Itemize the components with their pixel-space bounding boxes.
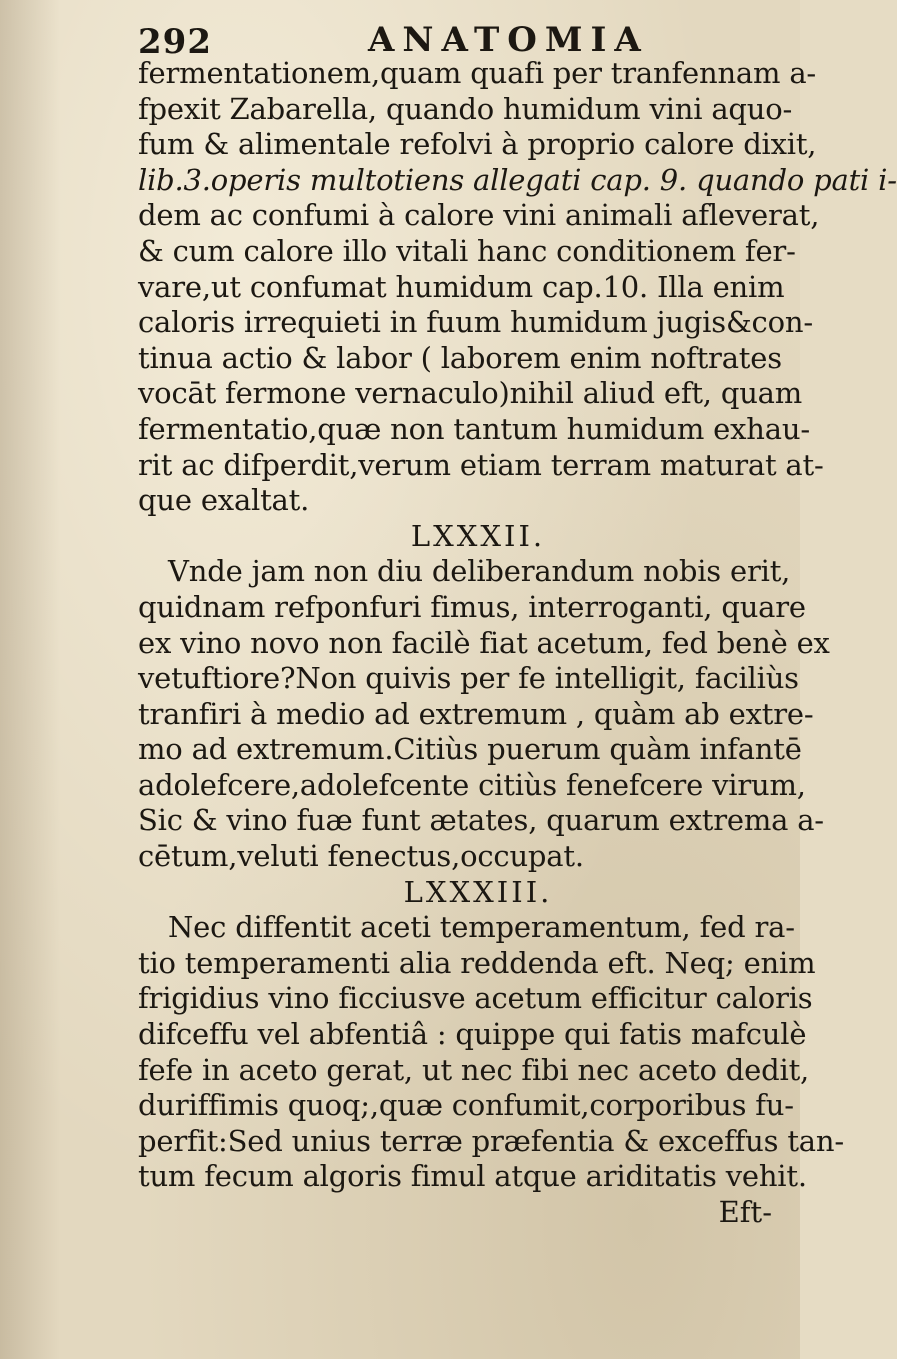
text-line: vare,ut confumat humidum cap.10. Illa enim: [138, 269, 785, 304]
gutter-shadow: [0, 0, 60, 1359]
text-line: perfit:Sed unius terræ præfentia & exceffus tan-: [138, 1123, 844, 1158]
text-line: difceffu vel abfentiâ : quippe qui fatis mafculè: [138, 1017, 807, 1052]
text-line: mo ad extremum.Citiùs puerum quàm infantē: [138, 732, 802, 767]
text-line: duriffimis quoq;,quæ confumit,corporibus fu-: [138, 1088, 794, 1123]
text-line: vetuftiore?Non quivis per fe intelligit, faciliùs: [138, 661, 799, 696]
text-line: Nec diffentit aceti temperamentum, fed ra-: [168, 910, 795, 945]
text-line: fermentationem,quam quafi per tranfennam a-: [138, 56, 817, 90]
text-line: Sic & vino fuæ funt ætates, quarum extrema a-: [138, 803, 824, 838]
text-line: dem ac confumi à calore vini animali afleverat,: [138, 198, 820, 233]
text-line: adolefcere,adolefcente citiùs fenefcere virum,: [138, 767, 806, 802]
text-line: tum fecum algoris fimul atque ariditatis vehit.: [138, 1159, 807, 1194]
text-line: tio temperamenti alia reddenda eft. Neq; enim: [138, 945, 816, 980]
text-line: & cum calore illo vitali hanc conditionem fer-: [138, 233, 796, 268]
text-line: fermentatio,quæ non tantum humidum exhau-: [138, 411, 810, 446]
text-line: quidnam refponfuri fimus, interroganti, quare: [138, 589, 806, 624]
text-line: vocāt fermone vernaculo)nihil aliud eft, quam: [138, 376, 803, 411]
text-line: Vnde jam non diu deliberandum nobis erit,: [168, 554, 791, 589]
text-line: tranfiri à medio ad extremum , quàm ab extre-: [138, 696, 814, 731]
page-number: 292: [138, 22, 212, 62]
running-head: ANATOMIA: [368, 20, 649, 60]
text-line: caloris irrequieti in fuum humidum jugis&con-: [138, 305, 813, 340]
section-heading: LXXXII.: [410, 518, 546, 553]
text-line: ex vino novo non facilè fiat acetum, fed benè ex: [138, 625, 830, 660]
catchword: Eft-: [718, 1195, 772, 1229]
text-line: lib.3.operis multotiens allegati cap. 9. quando pati i-: [138, 162, 897, 197]
text-block: [138, 56, 897, 1231]
text-line: cētum,veluti fenectus,occupat.: [138, 839, 584, 874]
text-line: fpexit Zabarella, quando humidum vini aquo-: [138, 91, 793, 126]
text-line: que exaltat.: [138, 483, 310, 518]
text-line: rit ac difperdit,verum etiam terram maturat at-: [138, 447, 824, 482]
section-heading: LXXXIII.: [403, 874, 553, 909]
text-line: tinua actio & labor ( laborem enim noftrates: [138, 340, 782, 375]
text-line: fefe in aceto gerat, ut nec fibi nec aceto dedit,: [138, 1052, 810, 1087]
text-line: frigidius vino ficciusve acetum efficitur caloris: [138, 981, 813, 1016]
text-line: fum & alimentale refolvi à proprio calore dixit,: [138, 127, 817, 162]
